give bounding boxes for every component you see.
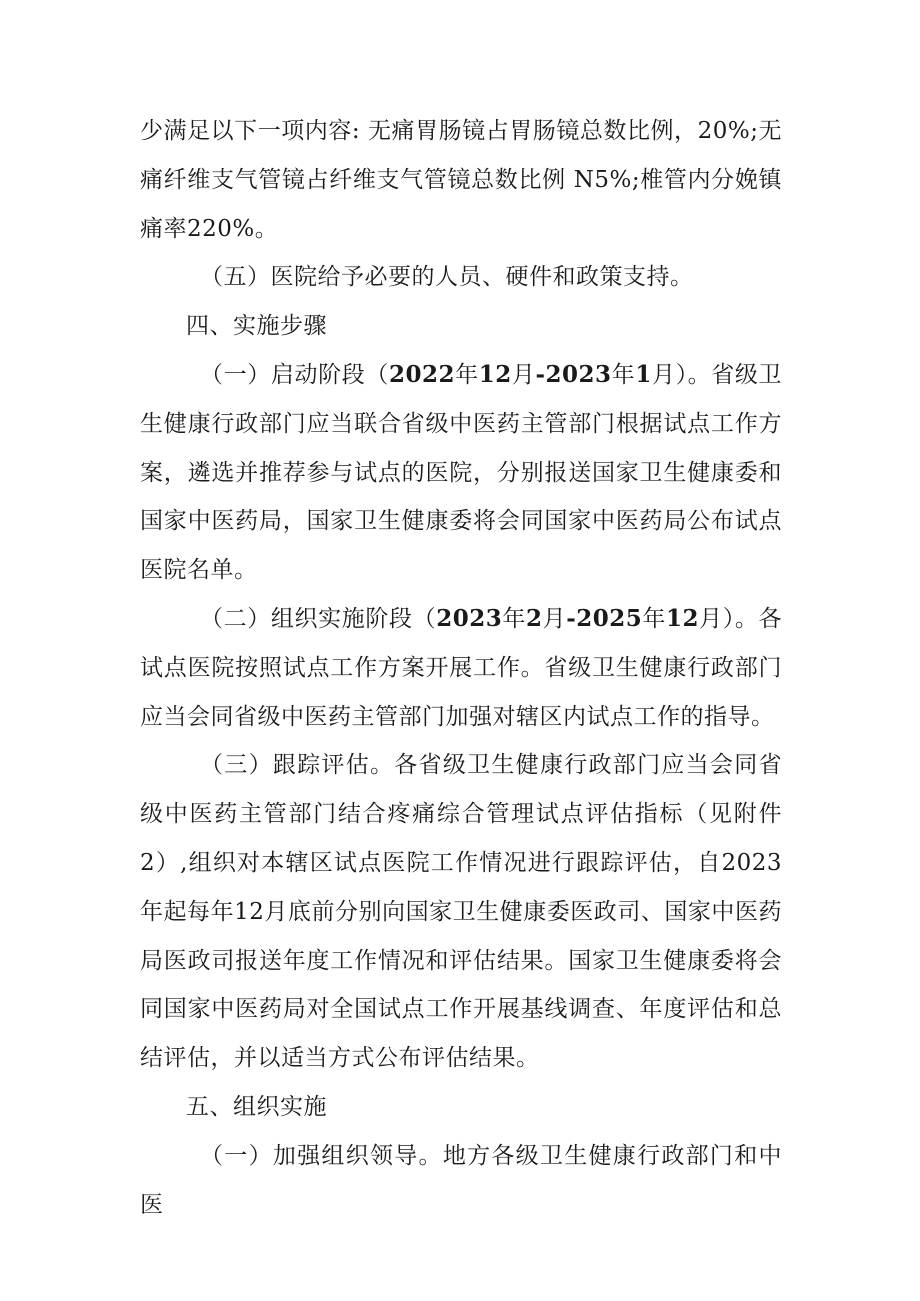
text-run: （五）医院给予必要的人员、硬件和政策支持。 — [200, 264, 694, 291]
text-run: 月 — [542, 605, 567, 632]
text-run: （二）组织实施阶段（ — [200, 605, 437, 632]
text-run: 年 — [611, 361, 636, 388]
date-month: 12 — [478, 360, 512, 388]
document-body — [140, 107, 782, 1229]
text-run: 年 — [454, 361, 479, 388]
text-run: 少满足以下一项内容: 无痛胃肠镜占胃肠镜总数比例，20%;无痛纤维支气管镜占纤维支气管镜总数比例 N5%;椎管内分娩镇痛率220%。 — [140, 118, 782, 242]
section-heading-implementation-steps — [140, 302, 782, 351]
text-run: 年 — [502, 605, 526, 632]
date-year: 2023 — [436, 604, 503, 632]
paragraph-tracking-evaluation — [140, 741, 782, 1083]
date-month: 12 — [666, 604, 700, 632]
text-run: 月）。各试点医院按照试点工作方案开展工作。省级卫生健康行政部门应当会同省级中医药主管部门加强对辖区内试点工作的指导。 — [140, 605, 783, 730]
paragraph-launch-phase — [140, 351, 782, 595]
text-run: 五、组织实施 — [186, 1093, 327, 1120]
text-run: 四、实施步骤 — [186, 313, 327, 340]
date-month: 2 — [525, 604, 543, 632]
text-run: （一）启动阶段（ — [200, 361, 389, 388]
text-run: （一）加强组织领导。地方各级卫生健康行政部门和中医 — [140, 1142, 782, 1218]
section-heading-organization — [140, 1083, 782, 1132]
text-run: （三）跟踪评估。各省级卫生健康行政部门应当会同省级中医药主管部门结合疼痛综合管理试点评估指标（见附件2）,组织对本辖区试点医院工作情况进行跟踪评估，自2023年起每年12月底前分别向国家卫生健康委医政司、国家中医药局医政司报送年度工作情况和评估结果。国家卫生健康委将会同国家中医药局对全国试点工作开展基线调查、年度评估和总结评估，并以适当方式公布评估结果。 — [140, 752, 782, 1072]
date-year: -2025 — [566, 604, 643, 632]
paragraph-criteria-continued — [140, 107, 782, 253]
paragraph-hospital-support — [140, 253, 782, 302]
date-year: -2023 — [535, 360, 612, 388]
paragraph-leadership — [140, 1132, 782, 1230]
text-run: 月）。省级卫生健康行政部门应当联合省级中医药主管部门根据试点工作方案，遴选并推荐参与试点的医院，分别报送国家卫生健康委和国家中医药局，国家卫生健康委将会同国家中医药局公布试点医院名单。 — [140, 361, 783, 584]
paragraph-implementation-phase — [140, 595, 782, 741]
text-run: 年 — [642, 605, 667, 632]
date-month: 1 — [635, 360, 652, 388]
text-run: 月 — [511, 361, 536, 388]
date-year: 2022 — [388, 360, 455, 388]
